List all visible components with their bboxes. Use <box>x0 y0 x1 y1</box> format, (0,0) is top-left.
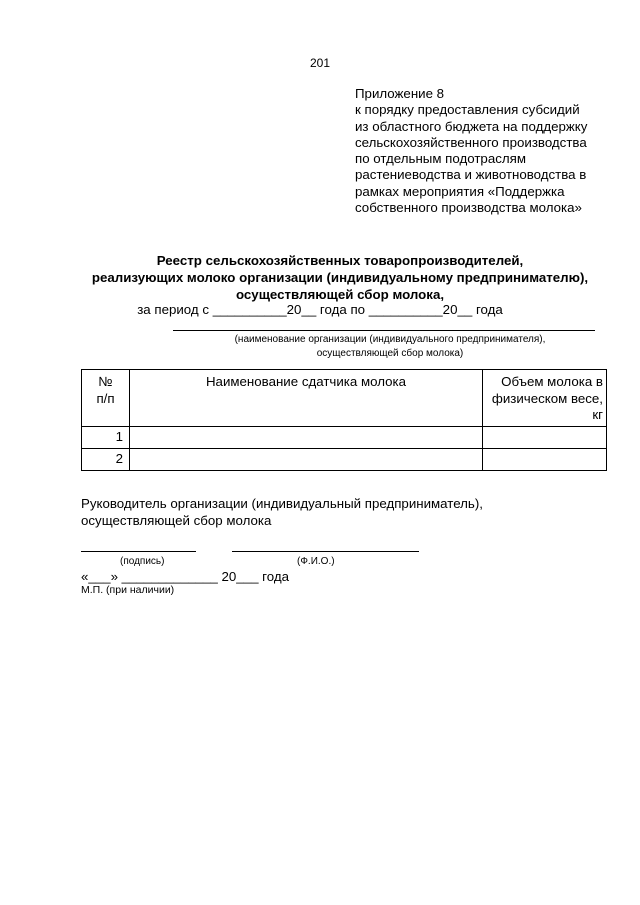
header-milk-volume <box>483 370 607 427</box>
header-number-line: № <box>98 374 113 389</box>
document-title <box>40 252 640 303</box>
header-volume-line: кг <box>592 407 603 422</box>
signature-line <box>81 551 196 552</box>
row-milk-volume <box>483 427 607 449</box>
appendix-line: из областного бюджета на поддержку <box>355 118 588 134</box>
stamp-place: М.П. (при наличии) <box>81 584 175 596</box>
row-number: 1 <box>82 427 130 449</box>
full-name-label: (Ф.И.О.) <box>297 556 335 567</box>
row-milk-volume <box>483 449 607 471</box>
appendix-line: к порядку предоставления субсидий <box>355 102 580 118</box>
period-line: за период с __________20__ года по __________20__ года <box>137 302 503 317</box>
head-line: осуществляющей сбор молока <box>81 512 272 528</box>
appendix-line: растениеводства и животноводства в <box>355 167 587 183</box>
head-of-organization <box>81 496 483 529</box>
signature-label: (подпись) <box>120 556 165 567</box>
registry-table <box>81 369 607 471</box>
row-supplier-name <box>130 449 483 471</box>
head-line: Руководитель организации (индивидуальный предприниматель), <box>81 496 483 511</box>
appendix-line: сельскохозяйственного производства <box>355 134 587 150</box>
header-volume-line: Объем молока в <box>501 374 603 389</box>
title-line: реализующих молоко организации (индивидуальному предпринимателю), <box>91 270 589 285</box>
date-line: «___» _____________ 20___ года <box>81 569 289 584</box>
appendix-line: собственного производства молока» <box>355 200 582 216</box>
appendix-line: по отдельным подотраслям <box>355 151 526 167</box>
full-name-line <box>232 551 419 552</box>
title-line: Реестр сельскохозяйственных товаропроизводителей, <box>156 253 524 268</box>
header-volume-line: физическом весе, <box>491 390 603 406</box>
header-supplier-name: Наименование сдатчика молока <box>130 370 483 427</box>
organization-name-line <box>173 330 595 331</box>
title-line: осуществляющей сбор молока, <box>235 287 445 302</box>
caption-line: осуществляющей сбор молока) <box>316 347 464 359</box>
header-number-line: п/п <box>96 390 115 406</box>
header-number <box>82 370 130 427</box>
organization-caption <box>160 333 620 360</box>
table-row <box>82 427 607 449</box>
row-supplier-name <box>130 427 483 449</box>
table-header-row <box>82 370 607 427</box>
appendix-line: рамках мероприятия «Поддержка <box>355 183 565 199</box>
appendix-line: Приложение 8 <box>355 86 445 101</box>
row-number: 2 <box>82 449 130 471</box>
appendix-note <box>355 86 615 216</box>
page-number: 201 <box>309 56 331 70</box>
caption-line: (наименование организации (индивидуального предпринимателя), <box>234 334 546 345</box>
table-row <box>82 449 607 471</box>
